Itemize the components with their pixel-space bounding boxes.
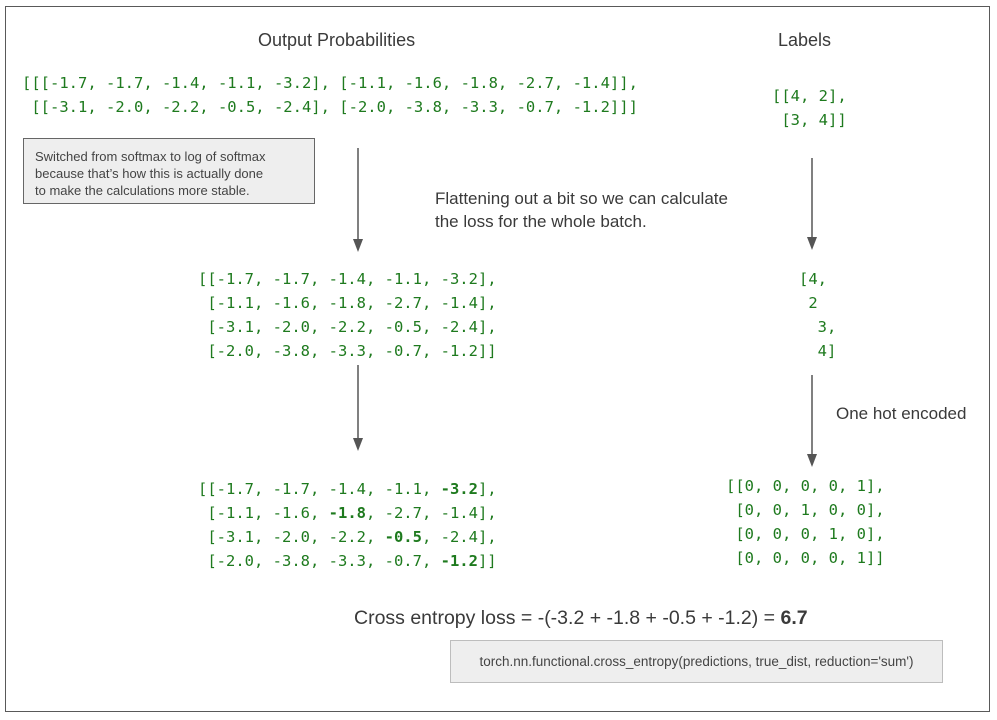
loss-expression: Cross entropy loss = -(-3.2 + -1.8 + -0.5 + -1.2) =: [354, 607, 781, 629]
matrix-row: [-1.1, -1.6, -1.8, -2.7, -1.4],: [198, 504, 497, 522]
selected-value: -0.5: [384, 528, 422, 546]
matrix-row: [0, 0, 0, 0, 1]]: [726, 549, 885, 567]
matrix-row: [-2.0, -3.8, -3.3, -0.7, -1.2]]: [198, 342, 497, 360]
softmax-note-text: Switched from softmax to log of softmax because that’s how this is actually done to make the calculations more stable.: [35, 149, 266, 198]
matrix-row: [[-1.7, -1.7, -1.4, -1.1, -3.2],: [198, 480, 497, 498]
matrix-row: [-2.0, -3.8, -3.3, -0.7, -1.2]]: [198, 552, 497, 570]
labels-heading: Labels: [778, 30, 832, 50]
matrix-row: [4,: [799, 270, 827, 288]
matrix-row: [[-1.7, -1.7, -1.4, -1.1, -3.2],: [198, 270, 497, 288]
arrow-down-icon: [353, 148, 363, 252]
flatten-note-line: Flattening out a bit so we can calculate: [435, 189, 728, 208]
matrix-row: 3,: [799, 318, 837, 336]
matrix-row: [[-3.1, -2.0, -2.2, -0.5, -2.4], [-2.0, -3.8, -3.3, -0.7, -1.2]]]: [22, 98, 638, 116]
selected-value: -1.2: [440, 552, 478, 570]
matrix-row: [[0, 0, 0, 0, 1],: [726, 477, 885, 495]
matrix-row: [0, 0, 0, 1, 0],: [726, 525, 885, 543]
matrix-row: [-3.1, -2.0, -2.2, -0.5, -2.4],: [198, 528, 497, 546]
one-hot-note: One hot encoded: [836, 404, 967, 423]
matrix-row: 4]: [799, 342, 837, 360]
arrow-down-icon: [353, 365, 363, 451]
flatten-note-line: the loss for the whole batch.: [435, 212, 647, 231]
selected-value: -1.8: [328, 504, 366, 522]
matrix-row: [0, 0, 1, 0, 0],: [726, 501, 885, 519]
matrix-row: [3, 4]]: [772, 111, 847, 129]
matrix-row: [-1.1, -1.6, -1.8, -2.7, -1.4],: [198, 294, 497, 312]
torch-call-text: torch.nn.functional.cross_entropy(predictions, true_dist, reduction='sum'): [479, 654, 914, 669]
output-probabilities-heading: Output Probabilities: [258, 30, 416, 50]
loss-result: 6.7: [780, 607, 808, 629]
matrix-row: [[4, 2],: [772, 87, 847, 105]
selected-value: -3.2: [440, 480, 478, 498]
arrow-down-icon: [807, 158, 817, 250]
matrix-row: [[[-1.7, -1.7, -1.4, -1.1, -3.2], [-1.1, -1.6, -1.8, -2.7, -1.4]],: [22, 74, 638, 92]
matrix-row: 2: [799, 294, 818, 312]
matrix-row: [-3.1, -2.0, -2.2, -0.5, -2.4],: [198, 318, 497, 336]
arrow-down-icon: [807, 375, 817, 467]
